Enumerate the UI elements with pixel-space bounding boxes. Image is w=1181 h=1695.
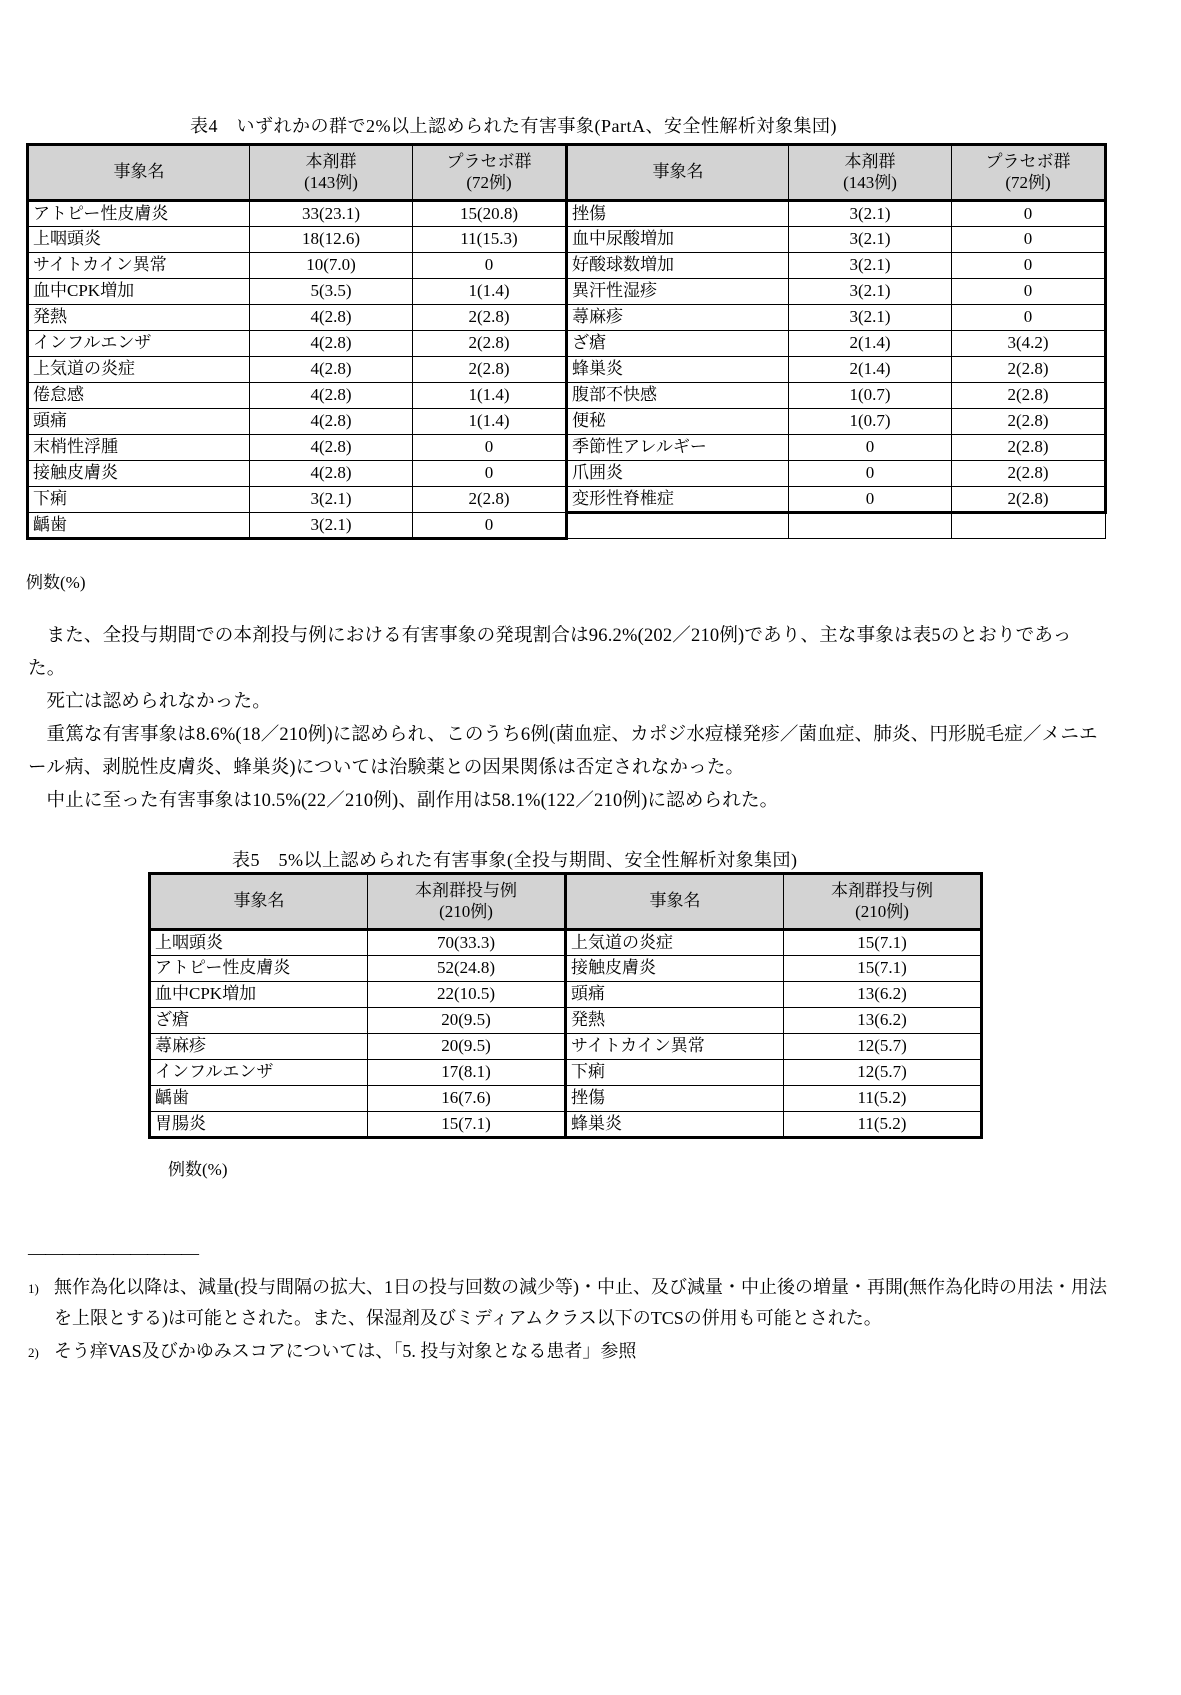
table-row	[28, 305, 1106, 331]
table4-cell-drug-left: 3(2.1)	[250, 487, 413, 513]
table4-cell-placebo-right: 3(4.2)	[952, 331, 1106, 357]
table5-cell-event-left: 上咽頭炎	[150, 930, 368, 956]
footnote-text: 無作為化以降は、減量(投与間隔の拡大、1日の投与回数の減少等)・中止、及び減量・中止後の増量・再開(無作為化時の用法・用法を上限とする)は可能とされた。また、保湿剤及びミディアムクラス以下のTCSの併用も可能とされた。	[54, 1277, 1107, 1328]
body-text-block	[28, 620, 1106, 818]
table4-cell-drug-left: 4(2.8)	[250, 383, 413, 409]
table4-cell-event-right: 異汗性湿疹	[567, 279, 789, 305]
table4-cell-empty-right	[952, 513, 1106, 539]
table4-cell-event-left: 下痢	[28, 487, 250, 513]
adverse-events-part-a-table	[26, 143, 1107, 540]
table4-header-drug-left-line2: (143例)	[304, 172, 358, 192]
table5-cell-drug-right: 13(6.2)	[784, 1008, 982, 1034]
adverse-events-overall-table	[148, 872, 983, 1139]
table-row	[28, 409, 1106, 435]
table4-cell-drug-left: 33(23.1)	[250, 201, 413, 227]
table5-cell-event-right: 接触皮膚炎	[566, 956, 784, 982]
table4-cell-event-right: 蕁麻疹	[567, 305, 789, 331]
table4-cell-drug-right: 0	[789, 461, 952, 487]
table4-cell-event-right: 蜂巣炎	[567, 357, 789, 383]
table4-cell-drug-right: 3(2.1)	[789, 305, 952, 331]
table4-cell-drug-right: 0	[789, 487, 952, 513]
table5-cell-drug-right: 11(5.2)	[784, 1112, 982, 1138]
table4-cell-placebo-right: 0	[952, 201, 1106, 227]
table4-cell-drug-right: 3(2.1)	[789, 253, 952, 279]
footnote-text: そう痒VAS及びかゆみスコアについては、「5. 投与対象となる患者」参照	[54, 1341, 637, 1361]
table5-cell-drug-left: 15(7.1)	[368, 1112, 566, 1138]
table4-cell-placebo-right: 0	[952, 227, 1106, 253]
table5-cell-drug-left: 20(9.5)	[368, 1034, 566, 1060]
table4-cell-placebo-left: 1(1.4)	[413, 383, 567, 409]
table5-cell-drug-right: 15(7.1)	[784, 956, 982, 982]
table4-cell-event-left: 齲歯	[28, 513, 250, 539]
table5-note: 例数(%)	[168, 1160, 228, 1179]
footnote-item	[28, 1336, 1108, 1368]
table5-header-drug-left	[368, 874, 566, 930]
table-row	[28, 201, 1106, 227]
table-row	[150, 930, 982, 956]
table5-cell-drug-left: 17(8.1)	[368, 1060, 566, 1086]
footnotes-block	[28, 1272, 1108, 1370]
table4-header-event-left: 事象名	[28, 145, 250, 201]
table5-container	[148, 872, 983, 1139]
table5-cell-event-left: 胃腸炎	[150, 1112, 368, 1138]
table4-cell-event-right: 変形性脊椎症	[567, 487, 789, 513]
table4-cell-placebo-left: 0	[413, 461, 567, 487]
table5-cell-drug-right: 15(7.1)	[784, 930, 982, 956]
table4-cell-placebo-left: 2(2.8)	[413, 331, 567, 357]
table5-cell-drug-left: 52(24.8)	[368, 956, 566, 982]
table5-cell-drug-right: 12(5.7)	[784, 1034, 982, 1060]
table4-cell-event-left: 末梢性浮腫	[28, 435, 250, 461]
table4-cell-drug-left: 4(2.8)	[250, 461, 413, 487]
table5-header-drug-left-line1: 本剤群投与例	[415, 881, 517, 901]
table4-cell-placebo-right: 2(2.8)	[952, 383, 1106, 409]
table-row	[150, 1086, 982, 1112]
table4-header-row	[28, 145, 1106, 201]
table-row	[150, 1008, 982, 1034]
table4-cell-event-right: 血中尿酸増加	[567, 227, 789, 253]
table5-cell-drug-right: 12(5.7)	[784, 1060, 982, 1086]
table5-body	[150, 930, 982, 1138]
paragraph-serious-ae: 重篤な有害事象は8.6%(18／210例)に認められ、このうち6例(菌血症、カポジ水痘様発疹／菌血症、肺炎、円形脱毛症／メニエール病、剥脱性皮膚炎、蜂巣炎)については治験薬との因果関係は否定されなかった。	[28, 725, 1098, 778]
table4-cell-placebo-left: 2(2.8)	[413, 487, 567, 513]
table4-cell-event-left: 血中CPK増加	[28, 279, 250, 305]
table4-cell-drug-right: 2(1.4)	[789, 331, 952, 357]
table4-header-drug-right-line1: 本剤群	[844, 152, 896, 172]
table-row	[150, 982, 982, 1008]
footnote-item	[28, 1272, 1108, 1334]
table4-cell-placebo-right: 2(2.8)	[952, 461, 1106, 487]
table5-cell-event-left: 蕁麻疹	[150, 1034, 368, 1060]
table4-header-placebo-left-line2: (72例)	[466, 172, 512, 192]
table4-cell-placebo-right: 0	[952, 305, 1106, 331]
table4-cell-placebo-left: 2(2.8)	[413, 357, 567, 383]
table4-cell-drug-right: 3(2.1)	[789, 279, 952, 305]
table4-header-drug-right	[789, 145, 952, 201]
table4-cell-event-left: 接触皮膚炎	[28, 461, 250, 487]
table4-container	[26, 143, 1107, 540]
table4-cell-placebo-left: 15(20.8)	[413, 201, 567, 227]
table-row	[28, 279, 1106, 305]
table4-cell-event-right: 挫傷	[567, 201, 789, 227]
table4-cell-placebo-left: 0	[413, 513, 567, 539]
table4-header-placebo-right-line1: プラセボ群	[985, 152, 1071, 172]
table4-cell-drug-left: 4(2.8)	[250, 305, 413, 331]
table4-cell-drug-right: 2(1.4)	[789, 357, 952, 383]
table5-cell-event-right: 下痢	[566, 1060, 784, 1086]
table4-cell-event-left: 発熱	[28, 305, 250, 331]
table4-cell-drug-left: 10(7.0)	[250, 253, 413, 279]
table5-cell-event-right: サイトカイン異常	[566, 1034, 784, 1060]
table4-caption: 表4 いずれかの群で2%以上認められた有害事象(PartA、安全性解析対象集団)	[190, 116, 837, 136]
table5-header-row	[150, 874, 982, 930]
footnote-marker: 2)	[28, 1345, 39, 1360]
table4-header-drug-right-line2: (143例)	[843, 172, 897, 192]
paragraph-discontinuation: 中止に至った有害事象は10.5%(22／210例)、副作用は58.1%(122／210例)に認められた。	[46, 791, 779, 811]
table5-cell-event-right: 蜂巣炎	[566, 1112, 784, 1138]
table4-cell-placebo-right: 2(2.8)	[952, 435, 1106, 461]
table4-cell-empty-right	[789, 513, 952, 539]
table5-caption: 表5 5%以上認められた有害事象(全投与期間、安全性解析対象集団)	[232, 850, 798, 870]
table4-cell-placebo-left: 1(1.4)	[413, 409, 567, 435]
table5-cell-event-left: アトピー性皮膚炎	[150, 956, 368, 982]
table5-cell-drug-left: 20(9.5)	[368, 1008, 566, 1034]
table5-header-event-right: 事象名	[566, 874, 784, 930]
table5-cell-event-right: 挫傷	[566, 1086, 784, 1112]
table4-cell-event-left: サイトカイン異常	[28, 253, 250, 279]
table4-cell-placebo-left: 0	[413, 435, 567, 461]
table-row	[28, 487, 1106, 513]
table5-header-drug-left-line2: (210例)	[439, 901, 493, 921]
table4-cell-event-right: ざ瘡	[567, 331, 789, 357]
table4-cell-event-left: インフルエンザ	[28, 331, 250, 357]
table5-cell-drug-left: 16(7.6)	[368, 1086, 566, 1112]
table4-cell-drug-left: 4(2.8)	[250, 357, 413, 383]
paragraph-no-deaths: 死亡は認められなかった。	[46, 692, 271, 712]
table4-header-event-right: 事象名	[567, 145, 789, 201]
table-row	[28, 253, 1106, 279]
table4-note: 例数(%)	[26, 573, 86, 592]
table4-header-placebo-left-line1: プラセボ群	[446, 152, 532, 172]
table4-cell-placebo-right: 2(2.8)	[952, 357, 1106, 383]
table5-cell-event-left: 齲歯	[150, 1086, 368, 1112]
table4-cell-drug-left: 5(3.5)	[250, 279, 413, 305]
table4-cell-event-right: 爪囲炎	[567, 461, 789, 487]
table4-cell-empty-right	[567, 513, 789, 539]
table5-cell-drug-left: 22(10.5)	[368, 982, 566, 1008]
table4-cell-drug-left: 18(12.6)	[250, 227, 413, 253]
table-row	[150, 1060, 982, 1086]
table5-cell-event-right: 上気道の炎症	[566, 930, 784, 956]
table4-header-placebo-left	[413, 145, 567, 201]
table4-cell-drug-right: 3(2.1)	[789, 201, 952, 227]
table-row	[28, 435, 1106, 461]
table5-header-drug-right-line1: 本剤群投与例	[831, 881, 933, 901]
table-row	[28, 331, 1106, 357]
table5-cell-event-left: 血中CPK増加	[150, 982, 368, 1008]
table5-cell-drug-right: 11(5.2)	[784, 1086, 982, 1112]
table5-cell-drug-right: 13(6.2)	[784, 982, 982, 1008]
footnote-separator-rule: ――――――――――	[28, 1243, 198, 1263]
table4-cell-drug-right: 0	[789, 435, 952, 461]
footnote-marker: 1)	[28, 1281, 39, 1296]
table5-header-drug-right	[784, 874, 982, 930]
table4-header-placebo-right-line2: (72例)	[1005, 172, 1051, 192]
table4-cell-event-right: 好酸球数増加	[567, 253, 789, 279]
table5-cell-event-left: インフルエンザ	[150, 1060, 368, 1086]
table4-cell-event-right: 腹部不快感	[567, 383, 789, 409]
table4-cell-placebo-left: 1(1.4)	[413, 279, 567, 305]
table-row	[28, 357, 1106, 383]
table4-cell-event-left: 上気道の炎症	[28, 357, 250, 383]
table-row	[28, 513, 1106, 539]
table4-cell-drug-left: 4(2.8)	[250, 435, 413, 461]
table4-cell-event-left: 頭痛	[28, 409, 250, 435]
table5-cell-drug-left: 70(33.3)	[368, 930, 566, 956]
table4-cell-placebo-right: 2(2.8)	[952, 409, 1106, 435]
table4-cell-drug-right: 1(0.7)	[789, 409, 952, 435]
table5-cell-event-right: 発熱	[566, 1008, 784, 1034]
table4-cell-placebo-right: 0	[952, 253, 1106, 279]
table4-cell-event-left: 倦怠感	[28, 383, 250, 409]
table5-header-drug-right-line2: (210例)	[855, 901, 909, 921]
table4-body	[28, 201, 1106, 539]
table4-header-drug-left-line1: 本剤群	[305, 152, 357, 172]
table4-cell-drug-right: 1(0.7)	[789, 383, 952, 409]
table-row	[150, 1112, 982, 1138]
table5-cell-event-left: ざ瘡	[150, 1008, 368, 1034]
table4-header-placebo-right	[952, 145, 1106, 201]
table-row	[28, 227, 1106, 253]
table-row	[28, 461, 1106, 487]
table4-cell-event-right: 便秘	[567, 409, 789, 435]
table4-cell-event-left: アトピー性皮膚炎	[28, 201, 250, 227]
table4-cell-drug-right: 3(2.1)	[789, 227, 952, 253]
table4-cell-placebo-left: 0	[413, 253, 567, 279]
table4-cell-placebo-left: 11(15.3)	[413, 227, 567, 253]
table4-cell-event-right: 季節性アレルギー	[567, 435, 789, 461]
table4-cell-drug-left: 4(2.8)	[250, 331, 413, 357]
table4-cell-event-left: 上咽頭炎	[28, 227, 250, 253]
table4-cell-placebo-left: 2(2.8)	[413, 305, 567, 331]
table4-header-drug-left	[250, 145, 413, 201]
table4-cell-drug-left: 4(2.8)	[250, 409, 413, 435]
table-row	[28, 383, 1106, 409]
table-row	[150, 956, 982, 982]
table5-header-event-left: 事象名	[150, 874, 368, 930]
paragraph-overall-ae-rate: また、全投与期間での本剤投与例における有害事象の発現割合は96.2%(202／210例)であり、主な事象は表5のとおりであった。	[28, 626, 1072, 679]
table4-cell-placebo-right: 2(2.8)	[952, 487, 1106, 513]
table5-cell-event-right: 頭痛	[566, 982, 784, 1008]
table4-cell-drug-left: 3(2.1)	[250, 513, 413, 539]
table-row	[150, 1034, 982, 1060]
table4-cell-placebo-right: 0	[952, 279, 1106, 305]
